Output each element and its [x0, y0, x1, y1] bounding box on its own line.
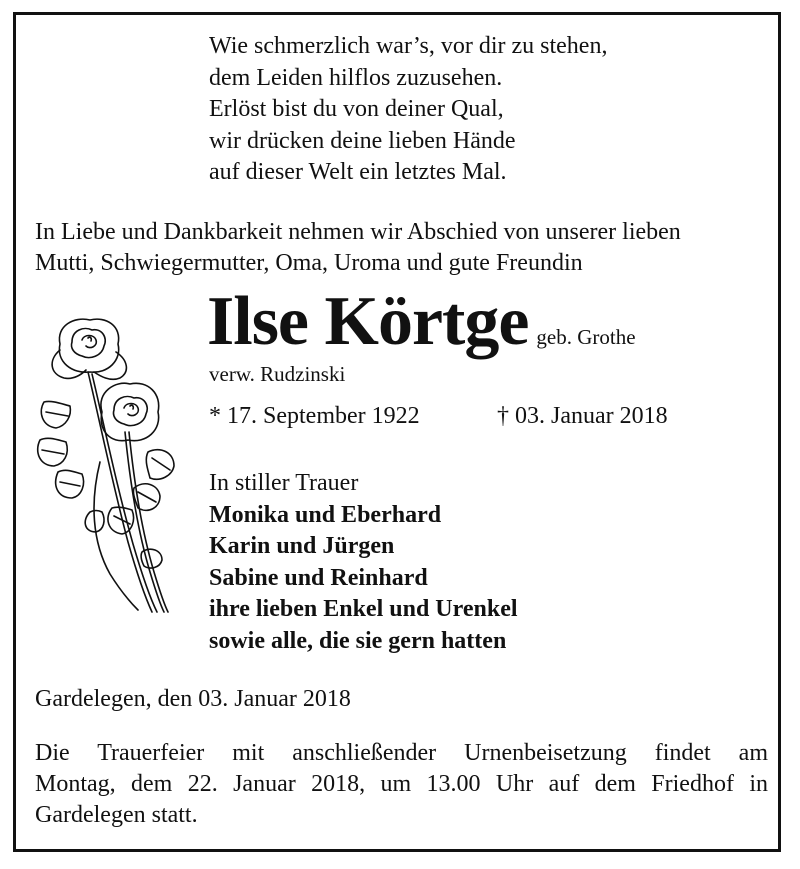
birth-date: * 17. September 1922: [209, 403, 420, 429]
intro-line: In Liebe und Dankbarkeit nehmen wir Abschied von unserer lieben: [35, 219, 681, 245]
mourner-name: Sabine und Reinhard: [209, 564, 428, 591]
deceased-name: Ilse Körtge: [207, 283, 529, 360]
mourner-name: sowie alle, die sie gern hatten: [209, 627, 507, 654]
intro-line: Mutti, Schwiegermutter, Oma, Uroma und gute Freundin: [35, 250, 583, 276]
farewell-intro: [35, 217, 681, 279]
mourner-name: Karin und Jürgen: [209, 533, 395, 559]
mourners-heading: In stiller Trauer: [209, 470, 359, 496]
funeral-line: Montag, dem 22. Januar 2018, um 13.00 Uhr auf dem Friedhof in: [35, 771, 768, 797]
poem-line: auf dieser Welt ein letztes Mal.: [209, 159, 507, 185]
funeral-info: [35, 738, 768, 831]
mourner-name: ihre lieben Enkel und Urenkel: [209, 596, 518, 622]
poem-line: Wie schmerzlich war’s, vor dir zu stehen,: [209, 33, 608, 59]
widowed-name: verw. Rudzinski: [209, 362, 346, 386]
death-date: † 03. Januar 2018: [497, 403, 668, 429]
place-and-date: Gardelegen, den 03. Januar 2018: [35, 686, 351, 712]
funeral-line: Die Trauerfeier mit anschließender Urnenbeisetzung findet am: [35, 740, 768, 766]
poem-line: Erlöst bist du von deiner Qual,: [209, 96, 504, 122]
poem: [209, 31, 607, 189]
birth-name: geb. Grothe: [536, 325, 636, 349]
roses-icon: [30, 312, 180, 622]
funeral-line: Gardelegen statt.: [35, 802, 198, 828]
poem-line: dem Leiden hilflos zuzusehen.: [209, 64, 503, 91]
deceased-name-line: [207, 284, 636, 360]
poem-line: wir drücken deine lieben Hände: [209, 127, 516, 154]
mourners-block: [209, 468, 518, 657]
mourner-name: Monika und Eberhard: [209, 501, 442, 528]
